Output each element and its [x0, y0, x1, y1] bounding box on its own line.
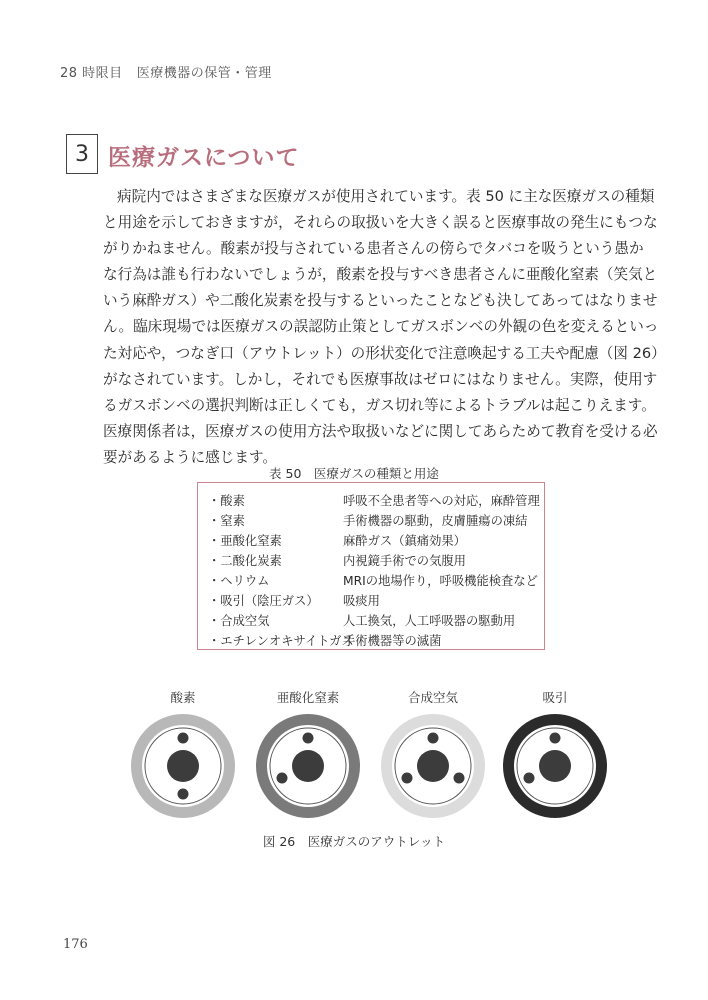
body-line: と用途を示しておきますが，それらの取扱いを大きく誤ると医療事故の発生にもつな [103, 214, 658, 232]
body-line: な行為は誰も行わないでしょうが，酸素を投与すべき患者さんに亜酸化窒素（笑気と [103, 266, 658, 284]
page-number: 176 [63, 937, 88, 952]
outlet-pin [428, 733, 439, 744]
body-paragraph [103, 184, 666, 471]
outlet-pin [524, 773, 535, 784]
gas-name: ・エチレンオキサイトガス [208, 634, 354, 648]
outlet-icon [254, 712, 362, 820]
table-row [208, 611, 544, 631]
outlet-pin [277, 773, 288, 784]
outlet-label: 亜酸化窒素 [276, 690, 340, 705]
outlet-4 [500, 690, 610, 820]
outlet-center-disc [539, 750, 571, 782]
section-number: 3 [66, 134, 98, 174]
body-line: いう麻酔ガス）や二酸化炭素を投与するといったことなども決してあってはなりませ [103, 292, 658, 310]
gas-name: ・ヘリウム [208, 574, 270, 588]
section-title: 医療ガスについて [108, 145, 300, 171]
figure-caption: 図 26 医療ガスのアウトレット [262, 834, 446, 849]
outlet-pin [550, 733, 561, 744]
gas-use: 手術機器等の滅菌 [343, 634, 442, 648]
gas-name: ・窒素 [208, 514, 245, 528]
gas-use: 吸痰用 [343, 594, 380, 608]
outlet-pin [303, 733, 314, 744]
gas-name: ・吸引（陰圧ガス） [208, 594, 319, 608]
outlet-pin [454, 773, 465, 784]
table-row [208, 491, 544, 511]
outlet-pin [402, 773, 413, 784]
gas-use: 呼吸不全患者等への対応，麻酔管理 [343, 494, 540, 508]
outlet-label: 酸素 [170, 690, 196, 705]
gas-use: 人工換気，人工呼吸器の駆動用 [343, 614, 516, 628]
gas-use: 手術機器の駆動，皮膚腫瘍の凍結 [343, 514, 528, 528]
body-line: ん。臨床現場では医療ガスの誤認防止策としてガスボンベの外観の色を変えるといっ [103, 318, 659, 336]
outlet-figure [0, 690, 708, 830]
gas-name: ・二酸化炭素 [208, 554, 282, 568]
gas-use: 麻酔ガス（鎮痛効果） [343, 534, 466, 548]
body-line: 要があるように感じます。 [103, 448, 277, 466]
gas-name: ・亜酸化窒素 [208, 534, 282, 548]
table-caption: 表 50 医療ガスの種類と用途 [269, 466, 439, 481]
outlet-center-disc [292, 750, 324, 782]
running-head-title: 医療機器の保管・管理 [136, 66, 272, 81]
gas-name: ・合成空気 [208, 614, 270, 628]
table-row [208, 531, 544, 551]
running-head-chapter: 28 時限目 [60, 66, 123, 81]
outlet-2 [253, 690, 363, 820]
running-head [60, 62, 272, 81]
gas-use: MRIの地場作り，呼吸機能検査など [343, 574, 538, 588]
gas-table [197, 482, 545, 650]
outlet-pin [178, 733, 189, 744]
gas-use: 内視鏡手術での気腹用 [343, 554, 466, 568]
body-line: 医療関係者は，医療ガスの使用方法や取扱いなどに関してあらためて教育を受ける必 [103, 422, 658, 440]
outlet-label: 吸引 [542, 690, 568, 705]
outlet-label: 合成空気 [407, 690, 458, 705]
outlet-center-disc [417, 750, 449, 782]
table-row [208, 591, 544, 611]
table-row [208, 511, 544, 531]
table-row [208, 571, 544, 591]
outlet-icon [501, 712, 609, 820]
body-line: がりかねません。酸素が投与されている患者さんの傍らでタバコを吸うという愚か [103, 240, 644, 258]
outlet-1 [128, 690, 238, 820]
outlet-icon [129, 712, 237, 820]
outlet-pin [178, 789, 189, 800]
table-row [208, 631, 544, 651]
body-line: た対応や，つなぎ口（アウトレット）の形状変化で注意喚起する工夫や配慮（図 26） [103, 344, 666, 362]
table-row [208, 551, 544, 571]
outlet-icon [379, 712, 487, 820]
outlet-center-disc [167, 750, 199, 782]
body-line: がなされています。しかし，それでも医療事故はゼロにはなりません。実際，使用す [103, 370, 658, 388]
outlet-3 [378, 690, 488, 820]
gas-name: ・酸素 [208, 494, 245, 508]
body-line: 病院内ではさまざまな医療ガスが使用されています。表 50 に主な医療ガスの種類 [117, 188, 655, 205]
body-line: るガスボンベの選択判断は正しくても，ガス切れ等によるトラブルは起こりえます。 [103, 396, 656, 414]
